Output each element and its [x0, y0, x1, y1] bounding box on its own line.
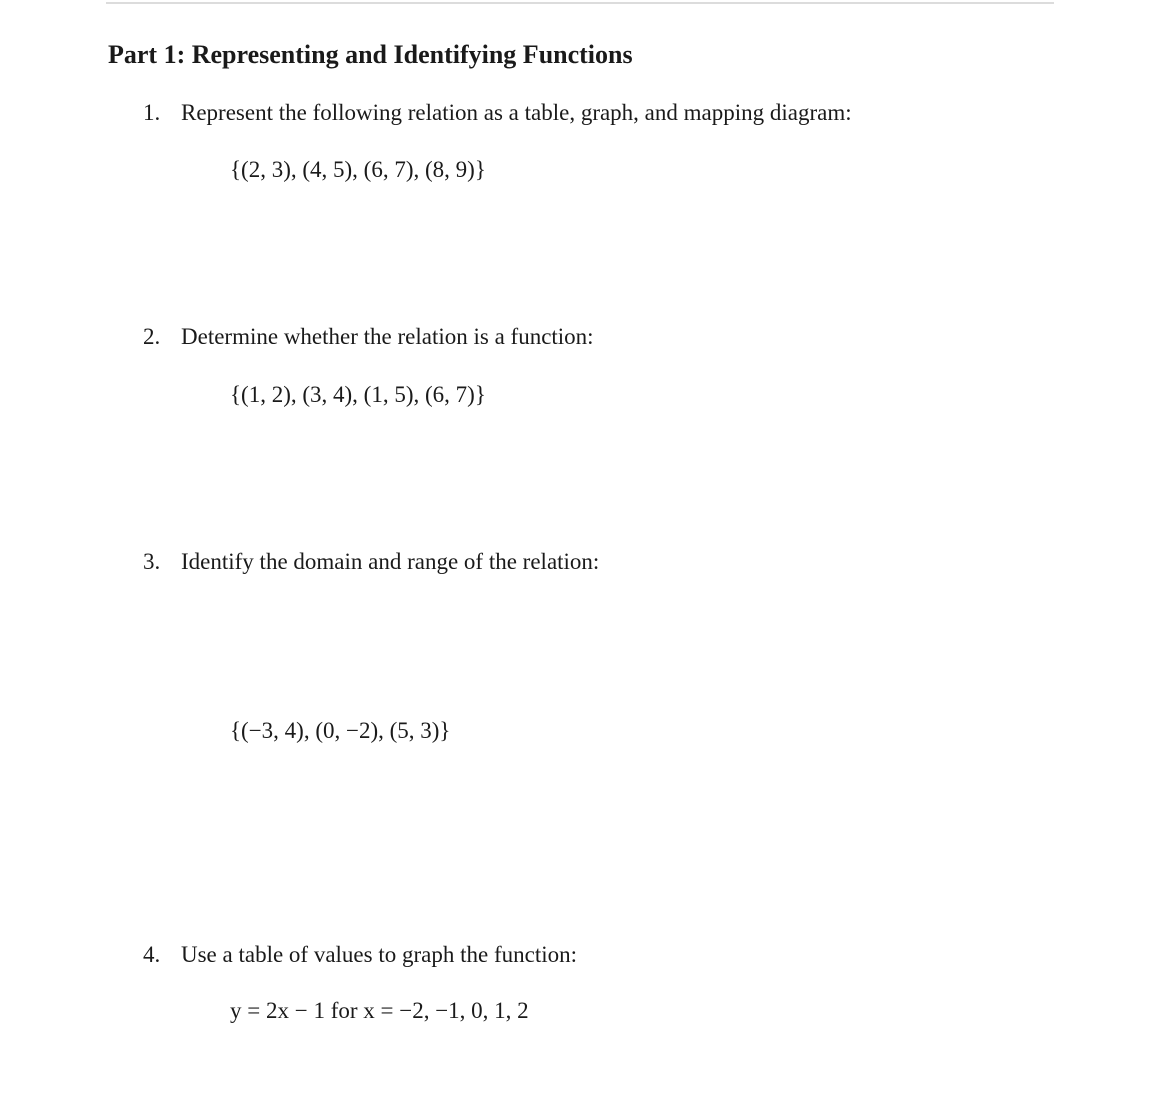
question-2-number: 2. [143, 324, 161, 349]
question-1-text: Represent the following relation as a table, graph, and mapping diagram: [181, 100, 852, 125]
top-divider [106, 2, 1054, 4]
question-3-number: 3. [143, 549, 161, 574]
question-1-expression: {(2, 3), (4, 5), (6, 7), (8, 9)} [230, 157, 486, 182]
page-title: Part 1: Representing and Identifying Functions [108, 40, 633, 69]
question-4-text: Use a table of values to graph the function: [181, 942, 577, 967]
question-4-expression: y = 2x − 1 for x = −2, −1, 0, 1, 2 [230, 998, 529, 1023]
question-3-text: Identify the domain and range of the relation: [181, 549, 600, 574]
question-3-expression: {(−3, 4), (0, −2), (5, 3)} [230, 718, 451, 743]
question-2-expression: {(1, 2), (3, 4), (1, 5), (6, 7)} [230, 382, 486, 407]
question-2-text: Determine whether the relation is a function: [181, 324, 594, 349]
question-4-number: 4. [143, 942, 161, 967]
question-1-number: 1. [143, 100, 161, 125]
